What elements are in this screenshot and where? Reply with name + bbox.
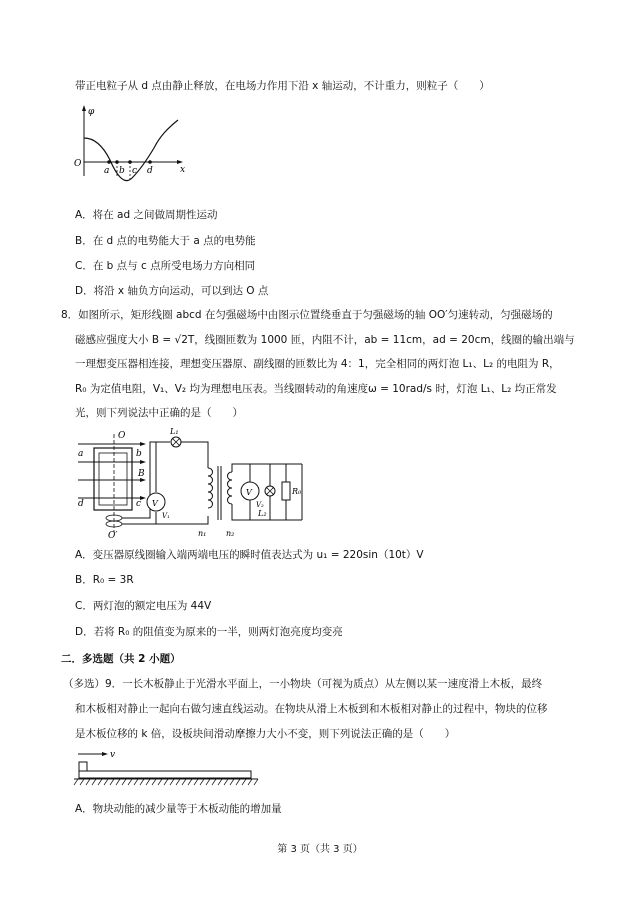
svg-text:V: V <box>152 499 158 508</box>
q8-option-c: C．两灯泡的额定电压为 44V <box>75 600 212 612</box>
q8-label-n2: n₂ <box>226 529 235 538</box>
q8-option-b: B．R₀ = 3R <box>75 574 134 586</box>
q8-label-B: B <box>138 469 145 479</box>
q8-stem-line-2: 磁感应强度大小 B = √2T，线圈匝数为 1000 匝，内阻不计，ab = 11cm，ad = 20cm，线圈的输出端与 <box>75 334 575 346</box>
q8-label-R0: R₀ <box>292 487 302 496</box>
q8-label-c: c <box>136 499 142 509</box>
q8-label-O: O <box>118 431 126 441</box>
q9-stem-line-3: 是木板位移的 k 倍，设板块间滑动摩擦力大小不变，则下列说法正确的是（ ） <box>75 728 456 740</box>
q9-option-a: A．物块动能的减少量等于木板动能的增加量 <box>75 803 282 815</box>
page-footer: 第 3 页（共 3 页） <box>277 844 363 855</box>
q7-stem-tail: 带正电粒子从 d 点由静止释放，在电场力作用下沿 x 轴运动，不计重力，则粒子（ ） <box>75 80 490 92</box>
q7-graph-point-a: a <box>104 166 110 176</box>
q8-stem-line-3: 一理想变压器相连接，理想变压器原、副线圈的匝数比为 4：1，完全相同的两灯泡 L₁、L₂ 的电阻为 R， <box>75 358 560 370</box>
q8-label-L2: L₂ <box>258 509 267 518</box>
q7-option-b: B．在 d 点的电势能大于 a 点的电势能 <box>75 235 256 247</box>
q7-graph-point-d: d <box>147 166 153 176</box>
q7-graph-origin: O <box>74 159 82 169</box>
q7-graph-point-c: c <box>132 166 138 176</box>
q7-option-d: D．将沿 x 轴负方向运动，可以到达 O 点 <box>75 285 269 297</box>
q7-graph-y-label: φ <box>88 107 95 117</box>
q8-label-b: b <box>136 449 142 459</box>
q8-label-d: d <box>78 499 84 509</box>
q8-stem-line-4: R₀ 为定值电阻，V₁、V₂ 均为理想电压表。当线圈转动的角速度ω = 10rad/s 时，灯泡 L₁、L₂ 均正常发 <box>75 383 557 395</box>
q7-graph-point-b: b <box>119 166 125 176</box>
q8-stem-line-1: 8．如图所示，矩形线圈 abcd 在匀强磁场中由图示位置绕垂直于匀强磁场的轴 OO′匀速转动，匀强磁场的 <box>61 309 553 321</box>
q7-option-c: C．在 b 点与 c 点所受电场力方向相同 <box>75 260 256 272</box>
q7-option-a: A．将在 ad 之间做周期性运动 <box>75 209 218 221</box>
q8-label-V1: V₁ <box>162 512 170 520</box>
q8-label-n1: n₁ <box>198 529 207 538</box>
q8-label-V2: V₂ <box>256 501 264 509</box>
q8-label-L1: L₁ <box>170 428 179 436</box>
q8-circuit-figure <box>70 428 310 540</box>
q9-board-figure <box>72 748 262 794</box>
section-2-title: 二．多选题（共 2 小题） <box>61 653 181 665</box>
q8-stem-line-5: 光，则下列说法中正确的是（ ） <box>75 407 243 419</box>
q8-option-a: A．变压器原线圈输入端两端电压的瞬时值表达式为 u₁ = 220sin（10t）V <box>75 549 424 561</box>
q8-label-a: a <box>78 449 84 459</box>
q8-option-d: D．若将 R₀ 的阻值变为原来的一半，则两灯泡亮度均变亮 <box>75 626 343 638</box>
q9-stem-line-2: 和木板相对静止一起向右做匀速直线运动。在物块从滑上木板到和木板相对静止的过程中，物块的位移 <box>75 703 548 715</box>
q8-label-O-prime: O′ <box>108 531 118 540</box>
q7-graph-x-label: x <box>180 165 186 175</box>
q9-velocity-label: v <box>110 750 116 760</box>
svg-text:V: V <box>246 488 252 497</box>
q7-potential-graph <box>72 102 192 182</box>
q9-stem-line-1: （多选）9．一长木板静止于光滑水平面上，一小物块（可视为质点）从左侧以某一速度滑上木板，最终 <box>63 678 543 690</box>
